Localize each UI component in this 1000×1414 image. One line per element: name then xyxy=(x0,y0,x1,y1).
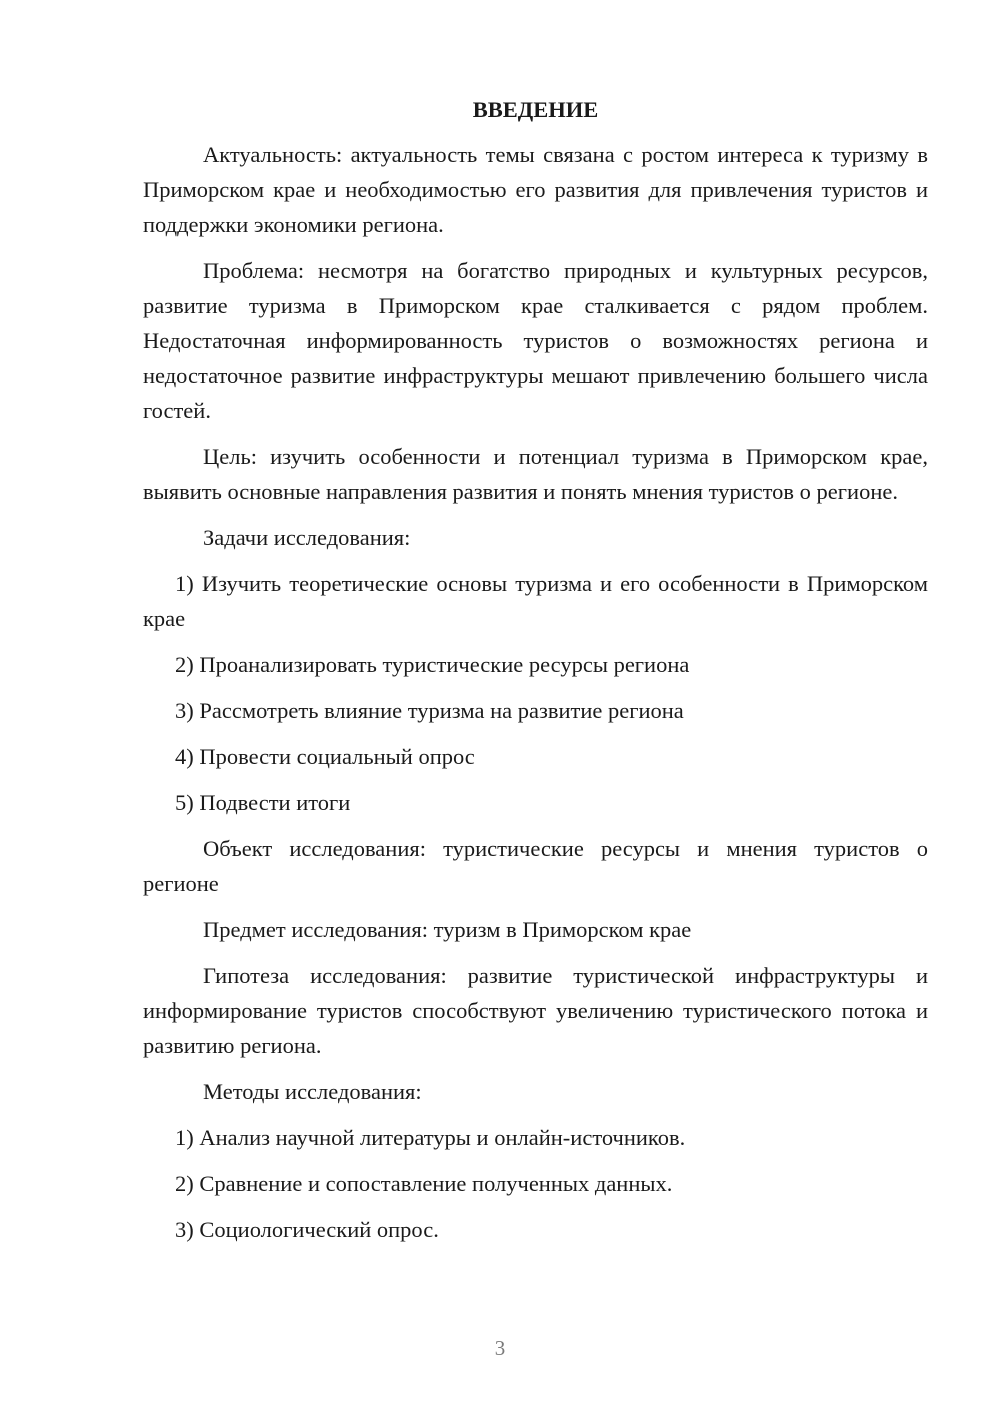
hypothesis-paragraph: Гипотеза исследования: развитие туристической инфраструктуры и информирование туристов способствуют увеличению туристического потока и развитию региона. xyxy=(143,963,928,1058)
task-item-4: 4) Провести социальный опрос xyxy=(175,744,475,769)
tasks-title: Задачи исследования: xyxy=(203,525,411,550)
task-item-5: 5) Подвести итоги xyxy=(175,790,351,815)
method-item-1: 1) Анализ научной литературы и онлайн-источников. xyxy=(175,1125,686,1150)
object-paragraph: Объект исследования: туристические ресурсы и мнения туристов о регионе xyxy=(143,836,928,896)
section-heading: ВВЕДЕНИЕ xyxy=(472,97,599,122)
page-content xyxy=(143,92,928,1258)
subject-paragraph: Предмет исследования: туризм в Приморском крае xyxy=(203,917,692,942)
goal-paragraph: Цель: изучить особенности и потенциал туризма в Приморском крае, выявить основные направления развития и понять мнения туристов о регионе. xyxy=(143,444,928,504)
relevance-paragraph: Актуальность: актуальность темы связана с ростом интереса к туризму в Приморском крае и необходимостью его развития для привлечения туристов и поддержки экономики региона. xyxy=(143,142,928,237)
task-item-3: 3) Рассмотреть влияние туризма на развитие региона xyxy=(175,698,684,723)
method-item-3: 3) Социологический опрос. xyxy=(175,1217,439,1242)
methods-title: Методы исследования: xyxy=(203,1079,422,1104)
page-number: 3 xyxy=(494,1336,506,1360)
method-item-2: 2) Сравнение и сопоставление полученных данных. xyxy=(175,1171,673,1196)
task-item-2: 2) Проанализировать туристические ресурсы региона xyxy=(175,652,690,677)
task-item-1: 1) Изучить теоретические основы туризма и его особенности в Приморском крае xyxy=(143,571,928,631)
problem-paragraph: Проблема: несмотря на богатство природных и культурных ресурсов, развитие туризма в Приморском крае сталкивается с рядом проблем. Недостаточная информированность туристов о возможностях региона и недостаточное развитие инфраструктуры мешают привлечению большего числа гостей. xyxy=(143,258,928,423)
